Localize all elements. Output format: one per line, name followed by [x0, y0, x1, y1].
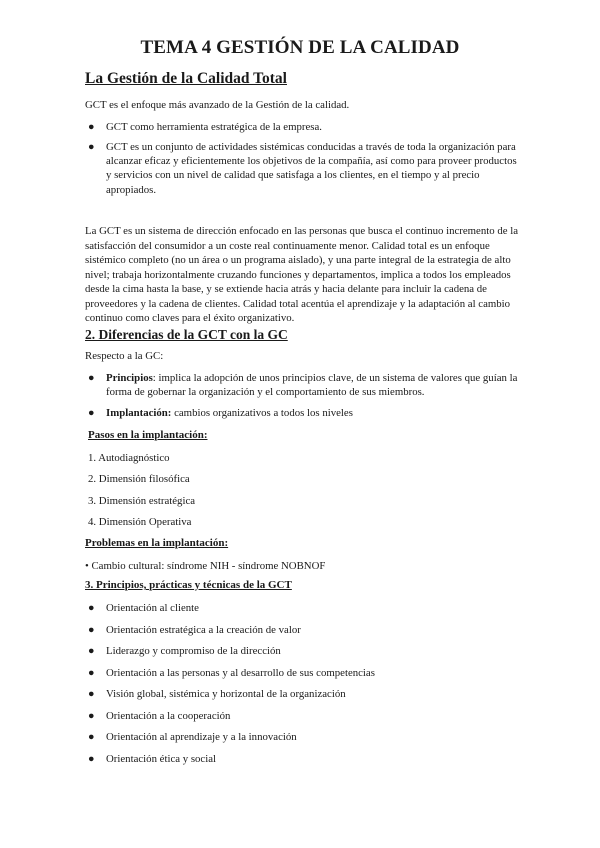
list-item-lead: Implantación:	[106, 407, 172, 419]
list-item-text: Liderazgo y compromiso de la dirección	[106, 645, 281, 657]
bullet-icon: ●	[88, 141, 95, 153]
bullet-icon: ●	[88, 667, 95, 679]
bullet-icon: ●	[88, 624, 95, 636]
problems-heading: Problemas en la implantación:	[85, 537, 229, 549]
list-item-body: : implica la adopción de unos principios clave, de un sistema de valores que guían la forma de gobernar la organización y el comportamiento de sus miembros.	[106, 372, 518, 399]
section-heading-gct: La Gestión de la Calidad Total	[85, 70, 287, 87]
list-item-text: Orientación a las personas y al desarrollo de sus competencias	[106, 667, 375, 679]
bullet-icon: ●	[88, 407, 95, 419]
document-title: TEMA 4 GESTIÓN DE LA CALIDAD	[140, 37, 460, 58]
bullet-icon: ●	[88, 121, 95, 133]
bullet-icon: ●	[88, 372, 95, 384]
list-item-text	[106, 406, 521, 420]
list-item-body: cambios organizativos a todos los niveles	[171, 407, 353, 419]
bullet-icon: ●	[88, 602, 95, 614]
section1-intro: GCT es el enfoque más avanzado de la Gestión de la calidad.	[85, 99, 350, 111]
bullet-icon: ●	[88, 753, 95, 765]
section-heading-differences: 2. Diferencias de la GCT con la GC	[85, 327, 288, 342]
bullet-icon: ●	[88, 731, 95, 743]
list-item-text: Orientación a la cooperación	[106, 710, 231, 722]
list-item-text: Orientación al aprendizaje y a la innovación	[106, 731, 297, 743]
list-item-text: Visión global, sistémica y horizontal de la organización	[106, 688, 346, 700]
list-item-text: Orientación al cliente	[106, 602, 199, 614]
section-heading-principles: 3. Principios, prácticas y técnicas de la GCT	[85, 579, 292, 591]
list-item-text: GCT es un conjunto de actividades sistémicas conducidas a través de toda la organización para alcanzar eficaz y eficientemente los objetivos de la compañía, así como para proveer productos y servicios con un nivel de calidad que satisfaga a los clientes, en el tiempo y al precio apropiados.	[106, 141, 517, 196]
list-item-lead: Principios	[106, 372, 153, 384]
list-item-text: GCT como herramienta estratégica de la empresa.	[106, 121, 322, 133]
list-item-text: Orientación estratégica a la creación de valor	[106, 624, 301, 636]
list-item-text: Orientación ética y social	[106, 753, 217, 765]
bullet-icon: ●	[88, 710, 95, 722]
step-item: 3. Dimensión estratégica	[88, 495, 196, 507]
section2-intro: Respecto a la GC:	[85, 350, 164, 362]
step-item: 4. Dimensión Operativa	[88, 516, 192, 528]
problems-text: • Cambio cultural: síndrome NIH - síndrome NOBNOF	[85, 560, 326, 572]
bullet-icon: ●	[88, 688, 95, 700]
step-item: 1. Autodiagnóstico	[88, 452, 170, 464]
list-item-text	[106, 371, 521, 399]
steps-heading: Pasos en la implantación:	[88, 429, 208, 441]
bullet-icon: ●	[88, 645, 95, 657]
section1-paragraph: La GCT es un sistema de dirección enfocado en las personas que busca el continuo incremento de la satisfacción del consumidor a un coste real continuamente menor. Calidad total es un enfoque sistémico completo (no un área o un programa aislado), y una parte integral de la estrategia de alto nivel; trabaja horizontalmente cruzando funciones y departamentos, implica a todos los empleados desde la cima hasta la base, y se extiende hacia atrás y hacia delante para incluir la cadena de proveedores y la cadena de clientes. Calidad total acentúa el aprendizaje y la adaptación al cambio continuo como claves para el éxito organizativo.	[85, 225, 519, 324]
step-item: 2. Dimensión filosófica	[88, 473, 190, 485]
